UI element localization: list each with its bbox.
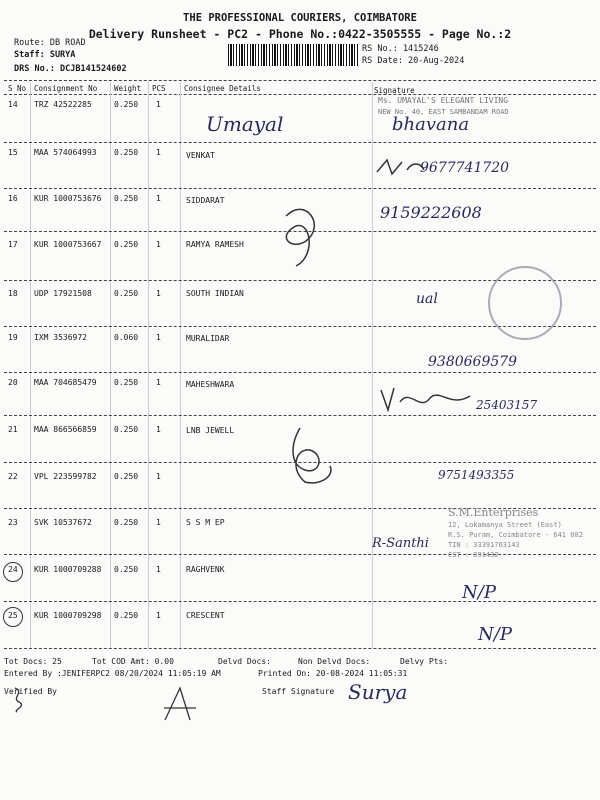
row-consignment: MAA 866566859 bbox=[34, 425, 97, 434]
row-pcs: 1 bbox=[156, 333, 161, 342]
col-weight: Weight bbox=[114, 84, 142, 93]
row-consignment: MAA 704685479 bbox=[34, 378, 97, 387]
total-docs: Tot Docs: 25 bbox=[4, 657, 62, 666]
stamp-text: NEW No. 40, EAST SAMBANDAM ROAD bbox=[378, 108, 509, 116]
row-weight: 0.250 bbox=[114, 518, 139, 527]
stamp-text: Ms. UMAYAL'S ELEGANT LIVING bbox=[378, 96, 509, 105]
col-consignee: Consignee Details bbox=[184, 84, 261, 93]
row-weight: 0.250 bbox=[114, 148, 139, 157]
row-consignee: VENKAT bbox=[186, 151, 215, 160]
row-consignee: MURALIDAR bbox=[186, 334, 230, 343]
row-weight: 0.250 bbox=[114, 240, 139, 249]
delivery-points: Delvy Pts: bbox=[400, 657, 449, 666]
rs-date: RS Date: 20-Aug-2024 bbox=[362, 56, 465, 66]
company-title: THE PROFESSIONAL COURIERS, COIMBATORE bbox=[183, 12, 417, 24]
drs-number: DRS No.: DCJB141524602 bbox=[14, 64, 127, 74]
row-consignment: VPL 223599782 bbox=[34, 472, 97, 481]
route-label: Route: DB ROAD bbox=[14, 38, 86, 48]
staff-label: Staff: SURYA bbox=[14, 50, 76, 60]
scribble-signature bbox=[372, 152, 432, 182]
row-weight: 0.250 bbox=[114, 472, 139, 481]
handwritten-name: Umayal bbox=[206, 112, 284, 136]
row-consignment: KUR 1000753676 bbox=[34, 194, 102, 203]
col-pcs: PCS bbox=[152, 84, 166, 93]
row-weight: 0.250 bbox=[114, 194, 139, 203]
row-consignee: RAGHVENK bbox=[186, 565, 225, 574]
row-pcs: 1 bbox=[156, 289, 161, 298]
row-pcs: 1 bbox=[156, 194, 161, 203]
scribble-signature bbox=[160, 684, 200, 724]
total-cod-amount: Tot COD Amt: 0.00 bbox=[92, 657, 174, 666]
handwritten-signature: bhavana bbox=[392, 114, 470, 135]
row-weight: 0.250 bbox=[114, 611, 139, 620]
row-pcs: 1 bbox=[156, 100, 161, 109]
row-consignee: SOUTH INDIAN bbox=[186, 289, 244, 298]
handwritten-phone: 9751493355 bbox=[438, 468, 515, 482]
rs-number: RS No.: 1415246 bbox=[362, 44, 439, 54]
delivered-docs: Delvd Docs: bbox=[218, 657, 271, 666]
handwritten-phone: 9380669579 bbox=[428, 354, 518, 370]
row-pcs: 1 bbox=[156, 472, 161, 481]
row-consignment: SVK 10537672 bbox=[34, 518, 92, 527]
row-sno: 24 bbox=[8, 565, 18, 574]
row-consignment: MAA 574064993 bbox=[34, 148, 97, 157]
row-sno: 16 bbox=[8, 194, 18, 203]
round-stamp bbox=[488, 266, 562, 340]
row-consignment: KUR 1000753667 bbox=[34, 240, 102, 249]
runsheet-subtitle: Delivery Runsheet - PC2 - Phone No.:0422-3505555 - Page No.:2 bbox=[88, 27, 512, 41]
row-consignee: RAMYA RAMESH bbox=[186, 240, 244, 249]
row-pcs: 1 bbox=[156, 518, 161, 527]
row-pcs: 1 bbox=[156, 378, 161, 387]
row-consignee: LNB JEWELL bbox=[186, 426, 235, 435]
row-consignee: SIDDARAT bbox=[186, 196, 225, 205]
row-sno: 23 bbox=[8, 518, 18, 527]
row-sno: 19 bbox=[8, 333, 18, 342]
row-pcs: 1 bbox=[156, 148, 161, 157]
row-consignee: CRESCENT bbox=[186, 611, 225, 620]
row-sno: 18 bbox=[8, 289, 18, 298]
row-sno: 17 bbox=[8, 240, 18, 249]
scribble-signature bbox=[376, 382, 476, 416]
handwritten-phone: 9159222608 bbox=[380, 203, 482, 222]
col-signature: Signature bbox=[374, 86, 415, 95]
row-sno: 15 bbox=[8, 148, 18, 157]
stamp-text: TIN : 33391763143 bbox=[448, 541, 520, 549]
row-consignee: MAHESHWARA bbox=[186, 380, 235, 389]
row-weight: 0.250 bbox=[114, 565, 139, 574]
row-consignment: KUR 1000709298 bbox=[34, 611, 102, 620]
handwritten-signature: ual bbox=[416, 291, 438, 307]
verified-by-label: Verified By bbox=[4, 687, 57, 696]
barcode bbox=[228, 44, 358, 66]
row-weight: 0.250 bbox=[114, 100, 139, 109]
row-sno: 14 bbox=[8, 100, 18, 109]
row-pcs: 1 bbox=[156, 425, 161, 434]
row-weight: 0.060 bbox=[114, 333, 139, 342]
scribble-signature bbox=[266, 196, 336, 276]
row-sno: 21 bbox=[8, 425, 18, 434]
handwritten-code: 25403157 bbox=[476, 398, 538, 412]
row-consignment: TRZ 42522285 bbox=[34, 100, 92, 109]
staff-signature-label: Staff Signature bbox=[262, 687, 335, 696]
non-delivered-docs: Non Delvd Docs: bbox=[298, 657, 371, 666]
stamp-text: R.S. Puram, Coimbatore - 641 002 bbox=[448, 531, 583, 539]
row-pcs: 1 bbox=[156, 240, 161, 249]
handwritten-phone: 9677741720 bbox=[420, 160, 510, 176]
row-weight: 0.250 bbox=[114, 378, 139, 387]
row-consignment: KUR 1000709288 bbox=[34, 565, 102, 574]
staff-signature: Surya bbox=[348, 680, 408, 704]
handwritten-signature: R-Santhi bbox=[372, 536, 429, 551]
entered-by: Entered By :JENIFERPC2 08/20/2024 11:05:19 AM bbox=[4, 669, 221, 678]
handwritten-np: N/P bbox=[478, 624, 512, 645]
row-weight: 0.250 bbox=[114, 425, 139, 434]
printed-on: Printed On: 20-08-2024 11:05:31 bbox=[258, 669, 408, 678]
stamp-text: CST : 891432 bbox=[448, 551, 499, 559]
handwritten-np: N/P bbox=[462, 582, 496, 603]
row-sno: 25 bbox=[8, 611, 18, 620]
row-consignment: UDP 17921508 bbox=[34, 289, 92, 298]
row-consignee: S S M EP bbox=[186, 518, 225, 527]
row-sno: 20 bbox=[8, 378, 18, 387]
row-pcs: 1 bbox=[156, 565, 161, 574]
stamp-text: S.M.Enterprises bbox=[448, 506, 539, 519]
row-sno: 22 bbox=[8, 472, 18, 481]
row-weight: 0.250 bbox=[114, 289, 139, 298]
row-consignment: IXM 3536972 bbox=[34, 333, 87, 342]
scribble-signature bbox=[280, 420, 350, 490]
stamp-text: 12, Lokamanya Street (East) bbox=[448, 521, 562, 529]
row-pcs: 1 bbox=[156, 611, 161, 620]
col-consignment: Consignment No bbox=[34, 84, 98, 93]
col-sno: S No bbox=[8, 84, 27, 93]
